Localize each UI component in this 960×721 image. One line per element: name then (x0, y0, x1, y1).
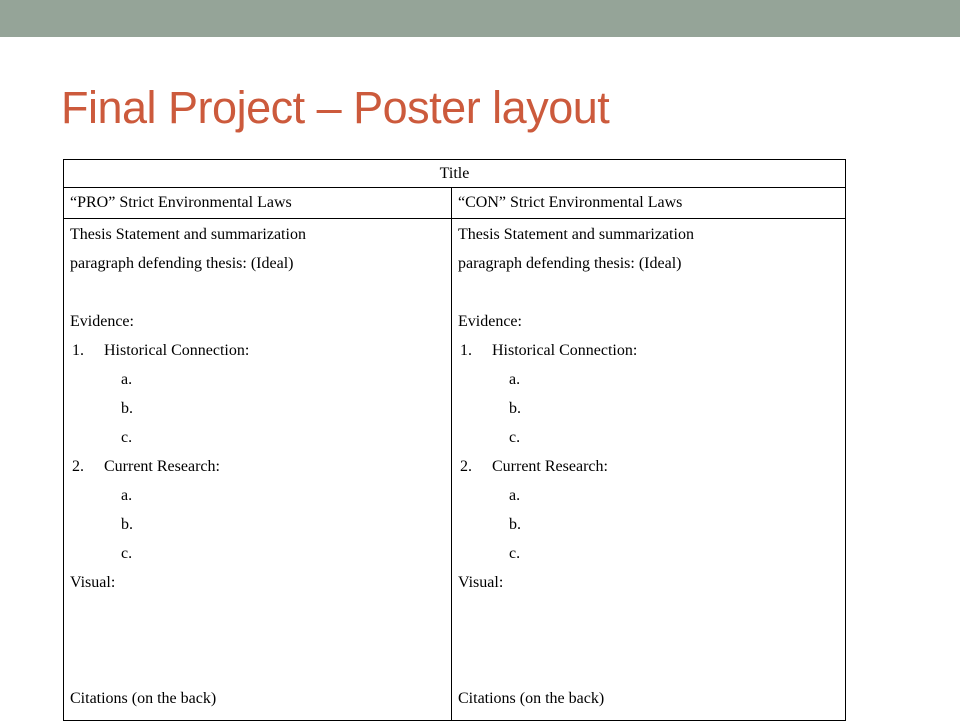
pro-column-header: “PRO” Strict Environmental Laws (64, 188, 452, 218)
visual-area (458, 597, 845, 655)
visual-label: Visual: (458, 574, 504, 591)
sub-item: c. (121, 545, 133, 562)
sub-item: b. (121, 516, 133, 533)
current-research-item (458, 452, 845, 481)
sub-item: b. (121, 400, 133, 417)
top-accent-bar (0, 0, 960, 37)
visual-label: Visual: (70, 574, 116, 591)
citations-label: Citations (on the back) (458, 690, 605, 707)
list-item-label: Current Research: (104, 458, 220, 475)
citations-label: Citations (on the back) (70, 690, 217, 707)
spacer (458, 655, 845, 684)
list-item-label: Historical Connection: (104, 342, 250, 359)
sub-item: a. (121, 487, 133, 504)
evidence-label: Evidence: (70, 313, 134, 330)
list-item-label: Current Research: (492, 458, 608, 475)
list-number: 1. (460, 342, 472, 359)
sub-item: a. (509, 371, 521, 388)
spacer (458, 278, 845, 307)
evidence-label: Evidence: (458, 313, 522, 330)
visual-area (70, 597, 451, 655)
thesis-line: paragraph defending thesis: (Ideal) (70, 255, 294, 272)
list-number: 2. (460, 458, 472, 475)
historical-connection-item (458, 336, 845, 365)
pro-column-body (64, 219, 452, 720)
poster-layout-table (63, 159, 846, 721)
list-number: 1. (72, 342, 84, 359)
poster-title-cell: Title (64, 160, 845, 188)
current-research-item (70, 452, 451, 481)
column-body-row (64, 219, 845, 720)
sub-item: b. (509, 516, 521, 533)
list-number: 2. (72, 458, 84, 475)
slide-title: Final Project – Poster layout (61, 82, 610, 133)
sub-item: b. (509, 400, 521, 417)
thesis-line: Thesis Statement and summarization (458, 226, 694, 243)
list-item-label: Historical Connection: (492, 342, 638, 359)
thesis-line: paragraph defending thesis: (Ideal) (458, 255, 682, 272)
historical-connection-item (70, 336, 451, 365)
con-column-header: “CON” Strict Environmental Laws (458, 194, 683, 211)
sub-item: c. (121, 429, 133, 446)
thesis-line: Thesis Statement and summarization (70, 226, 306, 243)
column-header-row (64, 188, 845, 219)
con-column-body (452, 219, 845, 720)
spacer (70, 655, 451, 684)
sub-item: c. (509, 545, 521, 562)
sub-item: a. (509, 487, 521, 504)
spacer (70, 278, 451, 307)
sub-item: c. (509, 429, 521, 446)
sub-item: a. (121, 371, 133, 388)
